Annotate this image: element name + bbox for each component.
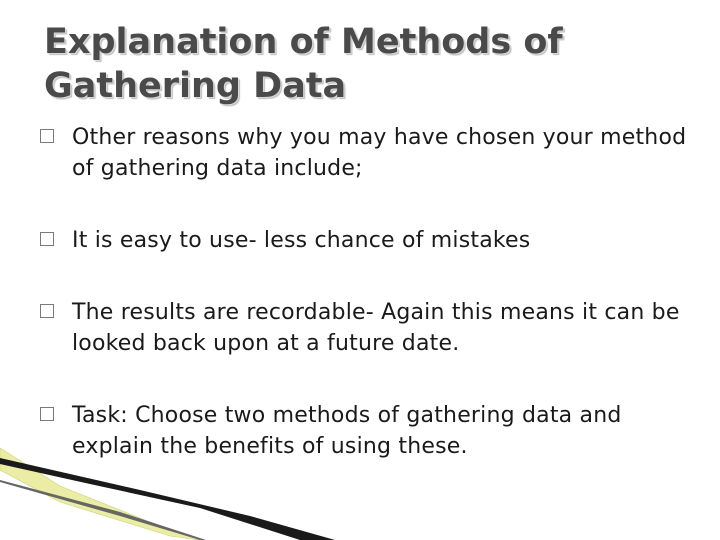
checkbox-square-icon <box>40 304 54 318</box>
decorative-swoosh <box>0 440 720 540</box>
bullet-text: The results are recordable- Again this means it can be looked back upon at a future date. <box>72 300 680 356</box>
checkbox-square-icon <box>40 407 54 421</box>
bullet-item <box>40 122 700 184</box>
bullet-item <box>40 225 700 256</box>
bullet-text: Task: Choose two methods of gathering data and explain the benefits of using these. <box>72 403 622 459</box>
swoosh-light-band <box>0 448 200 540</box>
bullet-text: It is easy to use- less chance of mistakes <box>72 228 531 253</box>
bullet-item <box>40 297 700 359</box>
swoosh-thin-line <box>0 480 206 540</box>
bullet-list <box>40 122 700 462</box>
checkbox-square-icon <box>40 232 54 246</box>
slide-title <box>44 20 684 108</box>
title-line-1: Explanation of Methods of <box>44 22 563 62</box>
bullet-text: Other reasons why you may have chosen your method of gathering data include; <box>72 125 687 181</box>
title-line-2: Gathering Data <box>44 66 347 106</box>
checkbox-square-icon <box>40 129 54 143</box>
